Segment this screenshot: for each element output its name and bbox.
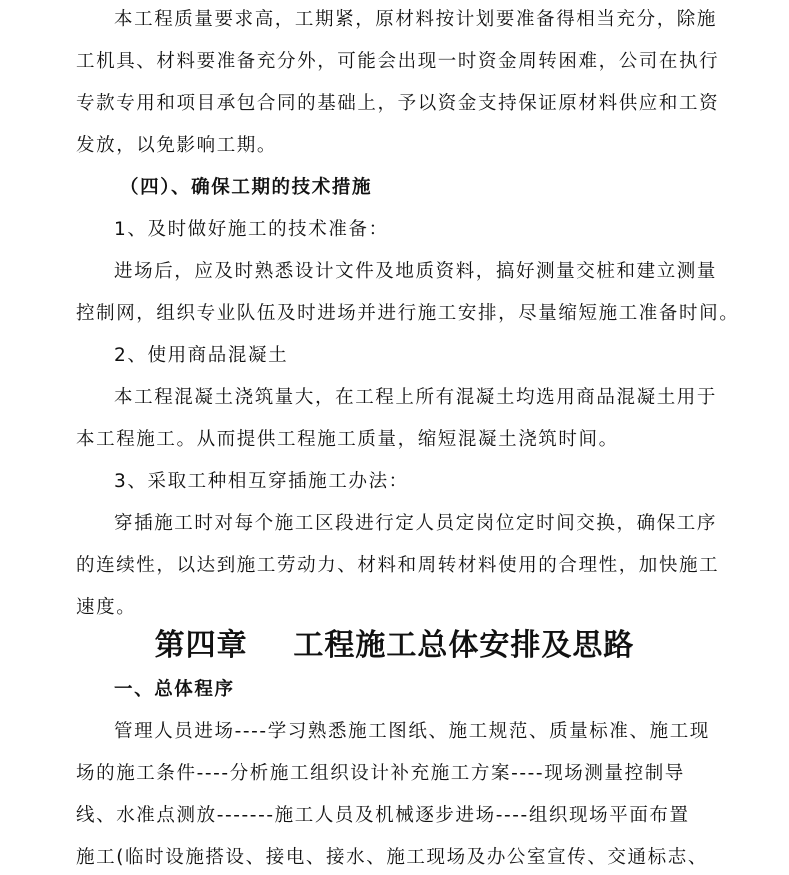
paragraph-line: 管理人员进场----学习熟悉施工图纸、施工规范、质量标准、施工现 bbox=[114, 721, 710, 742]
paragraph-line: 线、水准点测放-------施工人员及机械逐步进场----组织现场平面布置 bbox=[76, 805, 690, 826]
paragraph-line: 工机具、材料要准备充分外，可能会出现一时资金周转困难，公司在执行 bbox=[76, 51, 720, 72]
item-heading: 2、使用商品混凝土 bbox=[114, 345, 289, 366]
paragraph-line: 本工程混凝土浇筑量大，在工程上所有混凝土均选用商品混凝土用于 bbox=[114, 387, 718, 408]
paragraph-line: 专款专用和项目承包合同的基础上，予以资金支持保证原材料供应和工资 bbox=[76, 93, 720, 114]
paragraph-line: 穿插施工时对每个施工区段进行定人员定岗位定时间交换，确保工序 bbox=[114, 513, 718, 534]
paragraph-line: 本工程施工。从而提供工程施工质量，缩短混凝土浇筑时间。 bbox=[76, 429, 619, 450]
section-heading: 一、总体程序 bbox=[114, 679, 235, 700]
item-heading: 3、采取工种相互穿插施工办法： bbox=[114, 471, 409, 492]
paragraph-line: 控制网，组织专业队伍及时进场并进行施工安排，尽量缩短施工准备时间。 bbox=[76, 303, 740, 324]
item-heading: 1、及时做好施工的技术准备： bbox=[114, 219, 389, 240]
chapter-title: 第四章 工程施工总体安排及思路 bbox=[154, 628, 635, 663]
paragraph-line: 本工程质量要求高，工期紧，原材料按计划要准备得相当充分，除施 bbox=[114, 9, 718, 30]
paragraph-line: 发放，以免影响工期。 bbox=[76, 135, 278, 156]
paragraph-line: 场的施工条件----分析施工组织设计补充施工方案----现场测量控制导 bbox=[76, 763, 685, 784]
section-heading: （四）、确保工期的技术措施 bbox=[120, 177, 373, 198]
paragraph-line: 的连续性，以达到施工劳动力、材料和周转材料使用的合理性，加快施工 bbox=[76, 555, 720, 576]
paragraph-line: 施工(临时设施搭设、接电、接水、施工现场及办公室宣传、交通标志、 bbox=[76, 847, 708, 868]
paragraph-line: 速度。 bbox=[76, 597, 137, 618]
paragraph-line: 进场后，应及时熟悉设计文件及地质资料，搞好测量交桩和建立测量 bbox=[114, 261, 718, 282]
